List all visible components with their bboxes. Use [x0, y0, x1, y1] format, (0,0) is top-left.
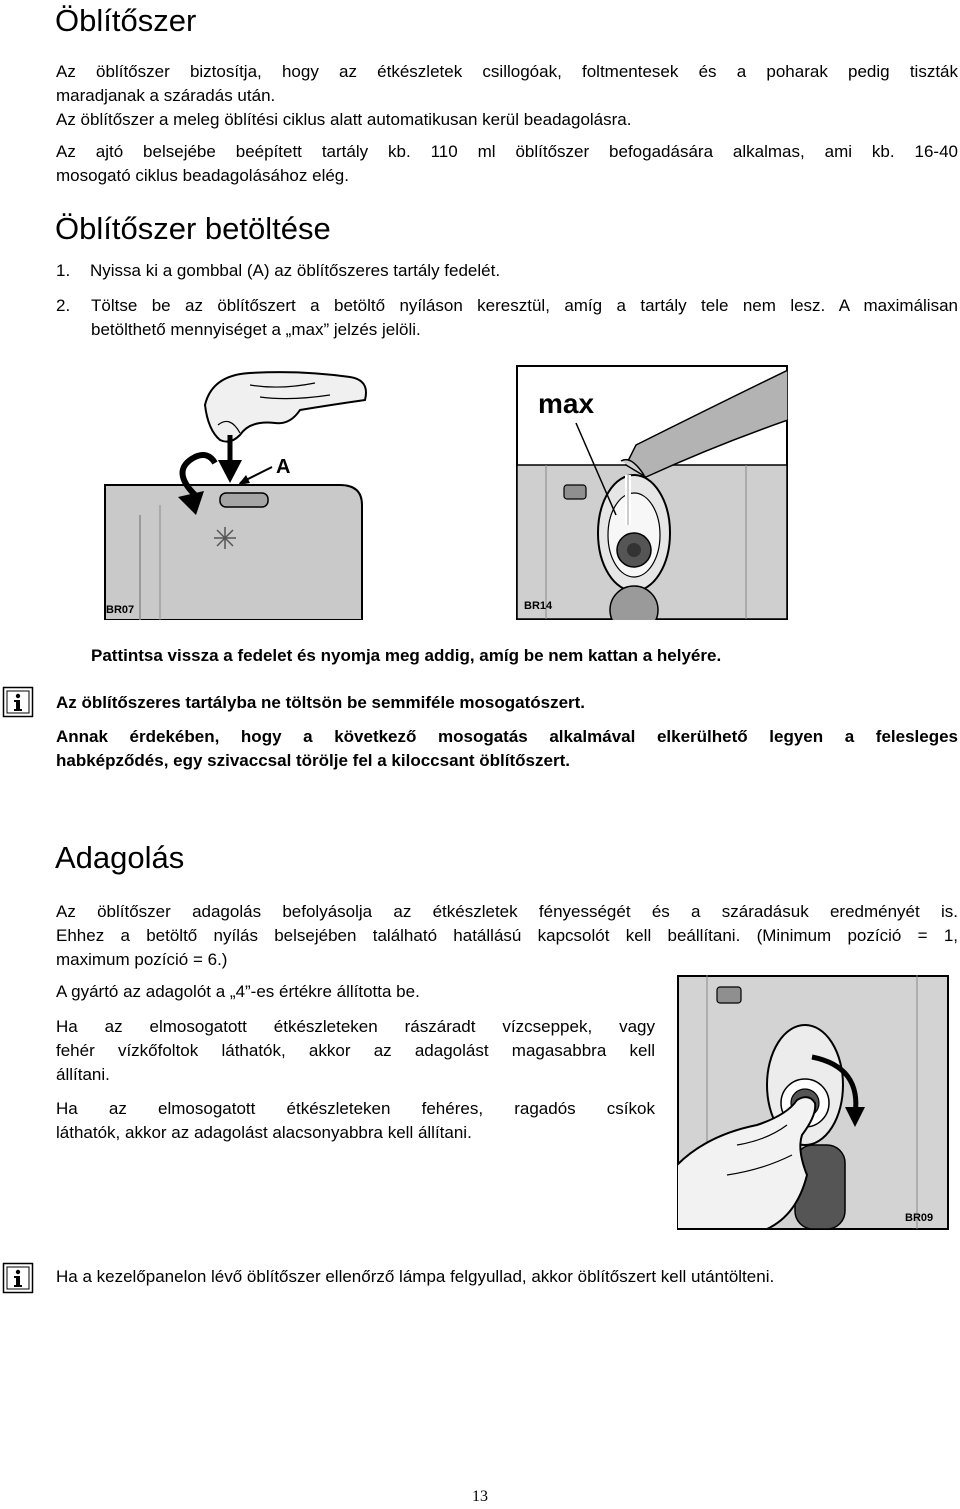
step-2 — [56, 294, 958, 342]
warning-wipe-line-2: habképződés, egy szivaccsal törölje fel a kiloccsant öblítőszert. — [56, 751, 570, 770]
intro-line-3: Az öblítőszer a meleg öblítési ciklus alatt automatikusan kerül beadagolásra. — [56, 110, 632, 129]
dispenser-open-illustration — [100, 365, 370, 620]
step-1-text: Nyissa ki a gombbal (A) az öblítőszeres tartály fedelét. — [90, 261, 501, 280]
page-title: Öblítőszer — [55, 3, 197, 38]
streaks-line-2: láthatók, akkor az adagolást alacsonyabbra kell állítani. — [56, 1123, 472, 1142]
figure-code-br09: BR09 — [905, 1212, 934, 1224]
warning-wipe-spill — [56, 725, 958, 773]
step-2-number: 2. — [56, 296, 71, 315]
dosing-line-3: maximum pozíció = 6.) — [56, 950, 228, 969]
streaks-paragraph — [56, 1097, 655, 1145]
intro-paragraph — [56, 60, 958, 188]
refill-lamp-note: Ha a kezelőpanelon lévő öblítőszer ellenőrző lámpa felgyullad, akkor öblítőszert kell utántölteni. — [56, 1267, 775, 1286]
step-2-line-2: betölthető mennyiséget a „max” jelzés jelöli. — [91, 320, 421, 339]
label-a: A — [276, 456, 291, 478]
intro-line-4: Az ajtó belsejébe beépített tartály kb. 110 ml öblítőszer befogadására alkalmas, ami kb. 16-40 — [56, 142, 958, 161]
warning-no-detergent: Az öblítőszeres tartályba ne töltsön be semmiféle mosogatószert. — [56, 693, 586, 712]
label-max: max — [538, 388, 595, 419]
figure-br14 — [516, 365, 788, 620]
spots-paragraph — [56, 1015, 655, 1087]
step-1 — [56, 259, 958, 283]
section-title-filling: Öblítőszer betöltése — [55, 211, 331, 246]
spots-line-3: állítani. — [56, 1065, 110, 1084]
figure-code-br07: BR07 — [106, 604, 135, 616]
step-1-number: 1. — [56, 261, 71, 280]
spots-line-1: Ha az elmosogatott étkészleteken rászáradt vízcseppek, vagy — [56, 1017, 655, 1036]
close-lid-instruction: Pattintsa vissza a fedelet és nyomja meg addig, amíg be nem kattan a helyére. — [91, 646, 722, 665]
intro-line-1: Az öblítőszer biztosítja, hogy az étkészletek csillogóak, foltmentesek és a poharak pedig tiszták — [56, 62, 958, 81]
dosing-line-1: Az öblítőszer adagolás befolyásolja az étkészletek fényességét és a száradásuk eredményét is. — [56, 902, 958, 921]
section-title-dosing: Adagolás — [55, 840, 185, 875]
dosing-dial-illustration — [677, 975, 949, 1230]
spots-line-2: fehér vízkőfoltok láthatók, akkor az adagolást magasabbra kell — [56, 1041, 655, 1060]
info-icon — [2, 1262, 34, 1294]
dosing-line-2: Ehhez a betöltő nyílás belsejében található hatállású kapcsolót kell beállítani. (Minimum pozíció = 1, — [56, 926, 958, 945]
refill-illustration — [516, 365, 788, 620]
warning-wipe-line-1: Annak érdekében, hogy a következő mosogatás alkalmával elkerülhető legyen a felesleges — [56, 727, 958, 746]
figure-br07 — [100, 365, 370, 620]
figure-code-br14: BR14 — [524, 600, 553, 612]
intro-line-2: maradjanak a száradás után. — [56, 86, 276, 105]
step-2-line-1: Töltse be az öblítőszert a betöltő nyíláson keresztül, amíg a tartály tele nem lesz. A maximálisan — [91, 296, 958, 315]
factory-setting: A gyártó az adagolót a „4”-es értékre állította be. — [56, 982, 420, 1001]
page-number: 13 — [472, 1488, 488, 1505]
info-icon — [2, 686, 34, 718]
figure-br09 — [677, 975, 949, 1230]
dosing-paragraph — [56, 900, 958, 972]
intro-line-5: mosogató ciklus beadagolásához elég. — [56, 166, 349, 185]
streaks-line-1: Ha az elmosogatott étkészleteken fehéres, ragadós csíkok — [56, 1099, 655, 1118]
